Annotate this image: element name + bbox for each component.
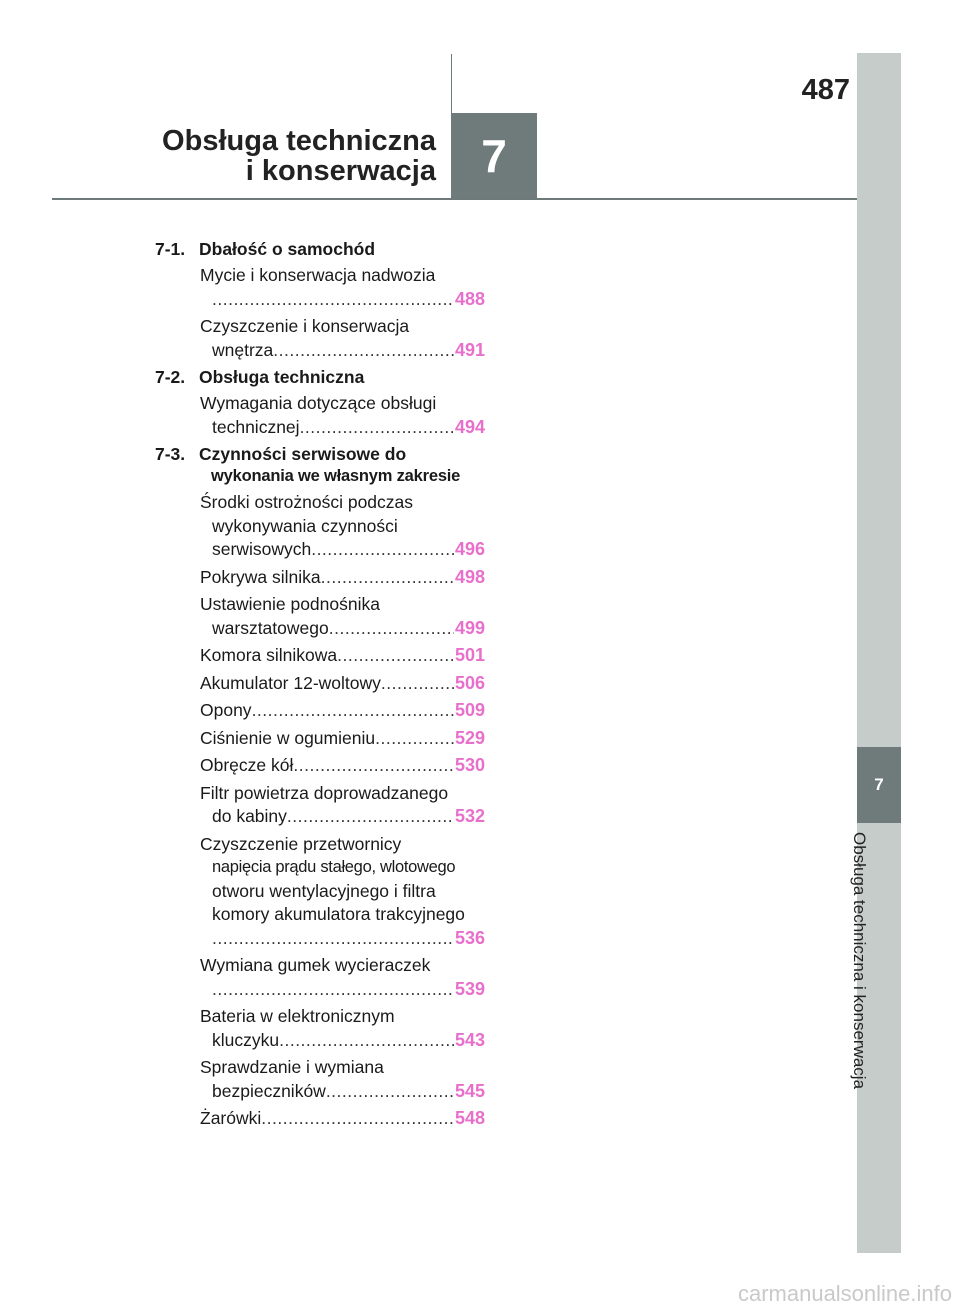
dot-leader <box>273 339 454 363</box>
entry-text: Ustawienie podnośnika <box>200 594 380 614</box>
chapter-title <box>162 126 436 186</box>
toc-entry[interactable] <box>155 1107 485 1131</box>
page-link[interactable]: 536 <box>454 927 485 948</box>
dot-leader <box>279 1029 454 1053</box>
chapter-title-line-1: Obsługa techniczna <box>162 125 436 157</box>
entry-text: Obręcze kół <box>200 755 294 775</box>
dot-leader <box>212 927 454 951</box>
entry-text: wykonywania czynności <box>212 515 398 536</box>
entry-text: Filtr powietrza doprowadzanego <box>200 782 449 803</box>
toc-entry[interactable] <box>155 644 485 668</box>
toc-section-7-1[interactable] <box>155 238 485 260</box>
entry-text: serwisowych <box>212 539 312 559</box>
dot-leader <box>337 644 454 668</box>
entry-text: Sprawdzanie i wymiana <box>200 1057 384 1077</box>
page-number: 487 <box>801 74 850 106</box>
toc-entry[interactable] <box>155 699 485 723</box>
entry-text: bezpieczników <box>212 1080 326 1101</box>
section-number: 7-1. <box>155 239 186 259</box>
toc-entry[interactable] <box>155 392 485 439</box>
dot-leader <box>252 699 454 723</box>
toc-entry[interactable] <box>155 593 485 640</box>
toc-entry[interactable] <box>155 315 485 362</box>
header-divider-vertical <box>451 54 452 114</box>
toc-entry[interactable] <box>155 491 485 562</box>
toc-entry[interactable] <box>155 566 485 590</box>
chapter-title-line-2: i konserwacja <box>245 155 436 187</box>
entry-text: kluczyku <box>212 1029 280 1050</box>
entry-text: Opony <box>200 700 252 720</box>
entry-text: Wymagania dotyczące obsługi <box>200 393 437 413</box>
page-link[interactable]: 496 <box>454 539 485 559</box>
section-number: 7-3. <box>155 444 186 464</box>
page-link[interactable]: 501 <box>454 645 485 665</box>
entry-text: wnętrza <box>212 339 274 360</box>
toc-section-7-2[interactable] <box>155 366 485 388</box>
side-tab-label: Obsługa techniczna i konserwacja <box>850 832 869 1090</box>
entry-text: Wymiana gumek wycieraczek <box>200 955 431 975</box>
toc-entry[interactable] <box>155 782 485 829</box>
dot-leader <box>321 566 454 590</box>
page-link[interactable]: 494 <box>454 416 485 437</box>
dot-leader <box>212 288 454 312</box>
table-of-contents <box>155 234 485 1131</box>
entry-text: Żarówki <box>200 1108 262 1128</box>
entry-text: Akumulator 12-woltowy <box>200 672 381 693</box>
dot-leader <box>300 416 454 440</box>
section-title: Obsługa techniczna <box>199 367 365 387</box>
dot-leader <box>287 805 454 829</box>
dot-leader <box>261 1107 454 1131</box>
page-link[interactable]: 506 <box>454 672 485 693</box>
header-rule <box>52 198 858 200</box>
dot-leader <box>326 1080 454 1104</box>
page-link[interactable]: 548 <box>454 1108 485 1128</box>
entry-text: Pokrywa silnika <box>200 566 321 587</box>
section-title: Dbałość o samochód <box>199 239 376 259</box>
chapter-number-box: 7 <box>451 113 537 199</box>
dot-leader <box>381 672 454 696</box>
section-title-cont: wykonania we własnym zakresie <box>211 467 461 485</box>
page-link[interactable]: 545 <box>454 1080 485 1101</box>
toc-entry[interactable] <box>155 954 485 1001</box>
dot-leader <box>375 727 454 751</box>
entry-text: technicznej <box>212 416 300 437</box>
page-link[interactable]: 543 <box>454 1029 485 1050</box>
side-tab-number[interactable]: 7 <box>857 747 901 823</box>
dot-leader <box>311 538 454 562</box>
toc-section-7-3[interactable] <box>155 443 485 487</box>
page-link[interactable]: 509 <box>454 700 485 720</box>
entry-text: napięcia prądu stałego, wlotowego <box>212 858 456 876</box>
page-link[interactable]: 491 <box>454 339 485 360</box>
entry-text: warsztatowego <box>212 617 329 638</box>
dot-leader <box>212 978 454 1002</box>
page-link[interactable]: 499 <box>454 617 485 638</box>
page-link[interactable]: 539 <box>454 978 485 999</box>
entry-text: Mycie i konserwacja nadwozia <box>200 265 436 285</box>
toc-entry[interactable] <box>155 1005 485 1052</box>
toc-entry[interactable] <box>155 1056 485 1103</box>
toc-entry[interactable] <box>155 727 485 751</box>
entry-text: do kabiny <box>212 806 287 826</box>
toc-entry[interactable] <box>155 264 485 311</box>
toc-entry[interactable] <box>155 754 485 778</box>
watermark: carmanualsonline.info <box>737 1281 952 1306</box>
entry-text: Czyszczenie i konserwacja <box>200 316 410 336</box>
entry-text: Ciśnienie w ogumieniu <box>200 727 376 748</box>
section-title: Czynności serwisowe do <box>199 444 407 464</box>
section-number: 7-2. <box>155 367 186 387</box>
page-link[interactable]: 530 <box>454 755 485 775</box>
entry-text: Bateria w elektronicznym <box>200 1006 395 1026</box>
page-link[interactable]: 529 <box>454 727 485 748</box>
entry-text: Środki ostrożności podczas <box>200 492 414 512</box>
toc-entry[interactable] <box>155 833 485 951</box>
page-link[interactable]: 488 <box>454 288 485 309</box>
dot-leader <box>329 617 454 641</box>
entry-text: Czyszczenie przetwornicy <box>200 833 402 854</box>
entry-text: komory akumulatora trakcyjnego <box>212 904 465 924</box>
entry-text: Komora silnikowa <box>200 645 338 665</box>
page-link[interactable]: 532 <box>454 806 485 826</box>
entry-text: otworu wentylacyjnego i filtra <box>212 880 436 901</box>
page-link[interactable]: 498 <box>454 566 485 587</box>
dot-leader <box>293 754 454 778</box>
toc-entry[interactable] <box>155 672 485 696</box>
